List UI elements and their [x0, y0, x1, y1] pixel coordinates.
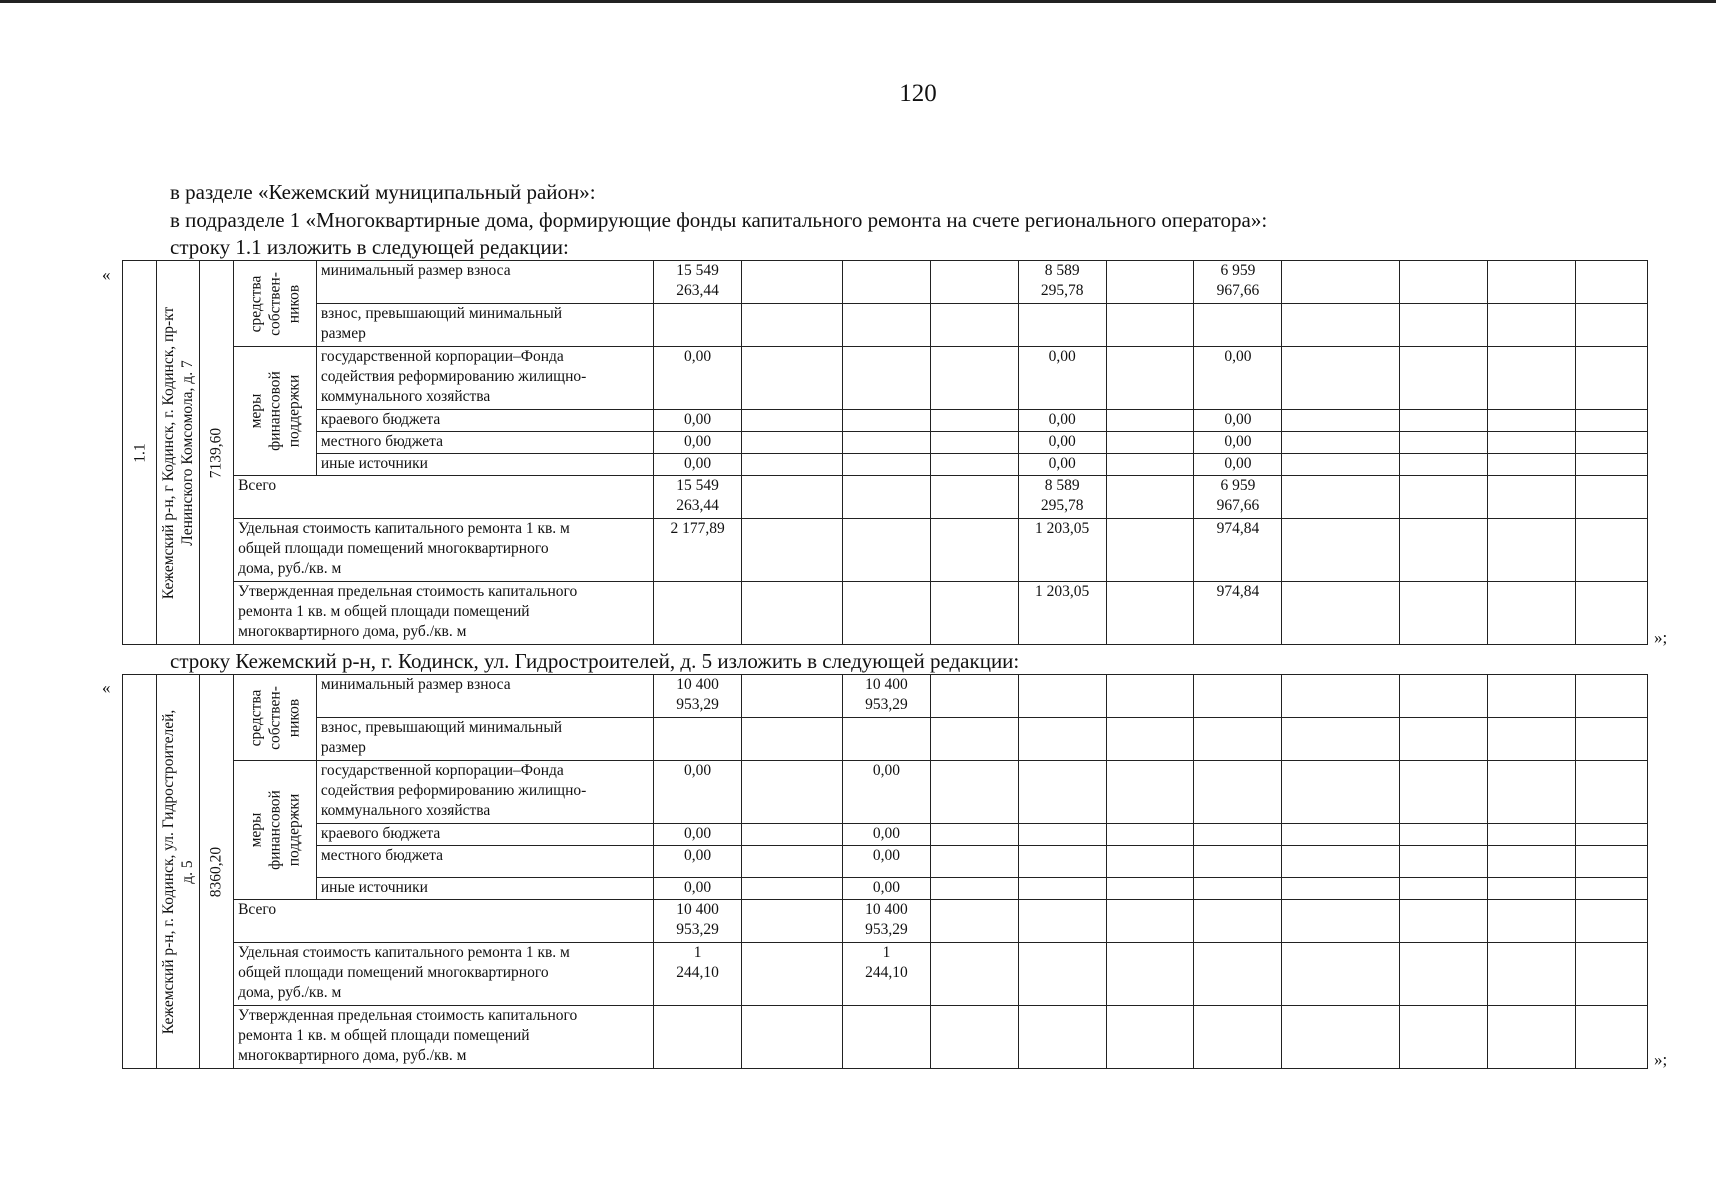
regional-budget-label: краевого бюджета	[316, 410, 653, 432]
value-cell: 0,00	[654, 454, 742, 476]
page-number: 120	[899, 80, 937, 107]
value-cell: 10 400 953,29	[654, 900, 742, 943]
value-cell: 6 959 967,66	[1194, 261, 1282, 304]
local-budget-label: местного бюджета	[316, 432, 653, 454]
table-row	[123, 261, 1648, 304]
value-cell: 1 244,10	[843, 943, 931, 1006]
value-cell: 0,00	[654, 410, 742, 432]
value-cell: 0,00	[654, 824, 742, 846]
value-cell: 1 203,05	[1018, 582, 1106, 645]
value-cell: 2 177,89	[654, 519, 742, 582]
other-sources-label: иные источники	[316, 454, 653, 476]
value-cell: 0,00	[843, 824, 931, 846]
table-row	[123, 761, 1648, 824]
other-sources-label: иные источники	[316, 878, 653, 900]
address-text: Кежемский р-н, г. Кодинск, ул. Гидростроителей, д. 5	[160, 709, 197, 1034]
address-text: Кежемский р-н, г Кодинск, г. Кодинск, пр-кт Ленинского Комсомола, д. 7	[160, 306, 197, 599]
limit-cost-label: Утвержденная предельная стоимость капитального ремонта 1 кв. м общей площади помещений многоквартирного дома, руб./кв. м	[234, 582, 654, 645]
value-cell: 0,00	[654, 878, 742, 900]
value-cell: 0,00	[1018, 432, 1106, 454]
value-cell: 0,00	[654, 846, 742, 878]
value-cell: 1 203,05	[1018, 519, 1106, 582]
table-row	[123, 1006, 1648, 1069]
min-fee-label: минимальный размер взноса	[316, 261, 653, 304]
value-cell: 0,00	[843, 761, 931, 824]
value-cell: 974,84	[1194, 582, 1282, 645]
area-cell	[199, 261, 233, 645]
area-value: 8360,20	[207, 846, 225, 897]
value-cell: 10 400 953,29	[843, 675, 931, 718]
close-quote-1: »;	[1654, 628, 1668, 647]
owners-funds-label: средства собствен- ников	[234, 675, 317, 761]
table-row	[123, 846, 1648, 878]
value-cell: 0,00	[1194, 454, 1282, 476]
value-cell: 0,00	[1018, 347, 1106, 410]
value-cell: 15 549 263,44	[654, 261, 742, 304]
value-cell: 1 244,10	[654, 943, 742, 1006]
table-house-2	[122, 674, 1648, 1069]
value-cell: 10 400 953,29	[654, 675, 742, 718]
support-measures-label: меры финансовой поддержки	[234, 761, 317, 900]
value-cell: 0,00	[843, 846, 931, 878]
table-row	[123, 347, 1648, 410]
table-row	[123, 582, 1648, 645]
value-cell: 6 959 967,66	[1194, 476, 1282, 519]
table-row	[123, 900, 1648, 943]
table-row	[123, 304, 1648, 347]
total-label: Всего	[234, 900, 654, 943]
value-cell: 10 400 953,29	[843, 900, 931, 943]
value-cell: 15 549 263,44	[654, 476, 742, 519]
limit-cost-label: Утвержденная предельная стоимость капитального ремонта 1 кв. м общей площади помещений многоквартирного дома, руб./кв. м	[234, 1006, 654, 1069]
value-cell: 0,00	[1194, 347, 1282, 410]
table-row	[123, 943, 1648, 1006]
table-row	[123, 824, 1648, 846]
value-cell: 0,00	[1018, 410, 1106, 432]
min-fee-label: минимальный размер взноса	[316, 675, 653, 718]
value-cell: 8 589 295,78	[1018, 261, 1106, 304]
row-number: 1.1	[131, 442, 149, 463]
over-fee-label: взнос, превышающий минимальный размер	[316, 718, 653, 761]
value-cell: 0,00	[1194, 432, 1282, 454]
fund-label: государственной корпорации–Фонда содействия реформированию жилищно- коммунального хозяйства	[316, 347, 653, 410]
close-quote-2: »;	[1654, 1050, 1668, 1069]
value-cell: 0,00	[654, 432, 742, 454]
total-label: Всего	[234, 476, 654, 519]
intro-line-2: в подразделе 1 «Многоквартирные дома, формирующие фонды капитального ремонта на счете регионального оператора»:	[170, 208, 1268, 232]
value-cell: 0,00	[1194, 410, 1282, 432]
open-quote-2: «	[102, 678, 111, 697]
intro-line-1: в разделе «Кежемский муниципальный район»:	[170, 180, 596, 204]
fund-label: государственной корпорации–Фонда содействия реформированию жилищно- коммунального хозяйства	[316, 761, 653, 824]
unit-cost-label: Удельная стоимость капитального ремонта 1 кв. м общей площади помещений многоквартирного дома, руб./кв. м	[234, 519, 654, 582]
intro-line-3: строку 1.1 изложить в следующей редакции:	[170, 235, 569, 259]
table-row	[123, 675, 1648, 718]
table-row	[123, 476, 1648, 519]
value-cell: 0,00	[1018, 454, 1106, 476]
value-cell: 8 589 295,78	[1018, 476, 1106, 519]
intro-line-4: строку Кежемский р-н, г. Кодинск, ул. Гидростроителей, д. 5 изложить в следующей редакции:	[170, 649, 1020, 673]
over-fee-label: взнос, превышающий минимальный размер	[316, 304, 653, 347]
value-cell: 0,00	[843, 878, 931, 900]
row-number-cell	[123, 261, 157, 645]
table-row	[123, 454, 1648, 476]
table-row	[123, 718, 1648, 761]
area-value: 7139,60	[207, 427, 225, 478]
support-measures-label: меры финансовой поддержки	[234, 347, 317, 476]
address-cell	[157, 675, 199, 1069]
area-cell	[199, 675, 233, 1069]
open-quote-1: «	[102, 265, 111, 284]
address-cell	[157, 261, 199, 645]
table-row	[123, 519, 1648, 582]
table-row	[123, 878, 1648, 900]
row-number-cell	[123, 675, 157, 1069]
local-budget-label: местного бюджета	[316, 846, 653, 878]
scan-edge	[0, 0, 1716, 3]
unit-cost-label: Удельная стоимость капитального ремонта 1 кв. м общей площади помещений многоквартирного дома, руб./кв. м	[234, 943, 654, 1006]
regional-budget-label: краевого бюджета	[316, 824, 653, 846]
table-row	[123, 410, 1648, 432]
value-cell: 974,84	[1194, 519, 1282, 582]
owners-funds-label: средства собствен- ников	[234, 261, 317, 347]
value-cell: 0,00	[654, 761, 742, 824]
value-cell: 0,00	[654, 347, 742, 410]
table-house-1	[122, 260, 1648, 645]
table-row	[123, 432, 1648, 454]
